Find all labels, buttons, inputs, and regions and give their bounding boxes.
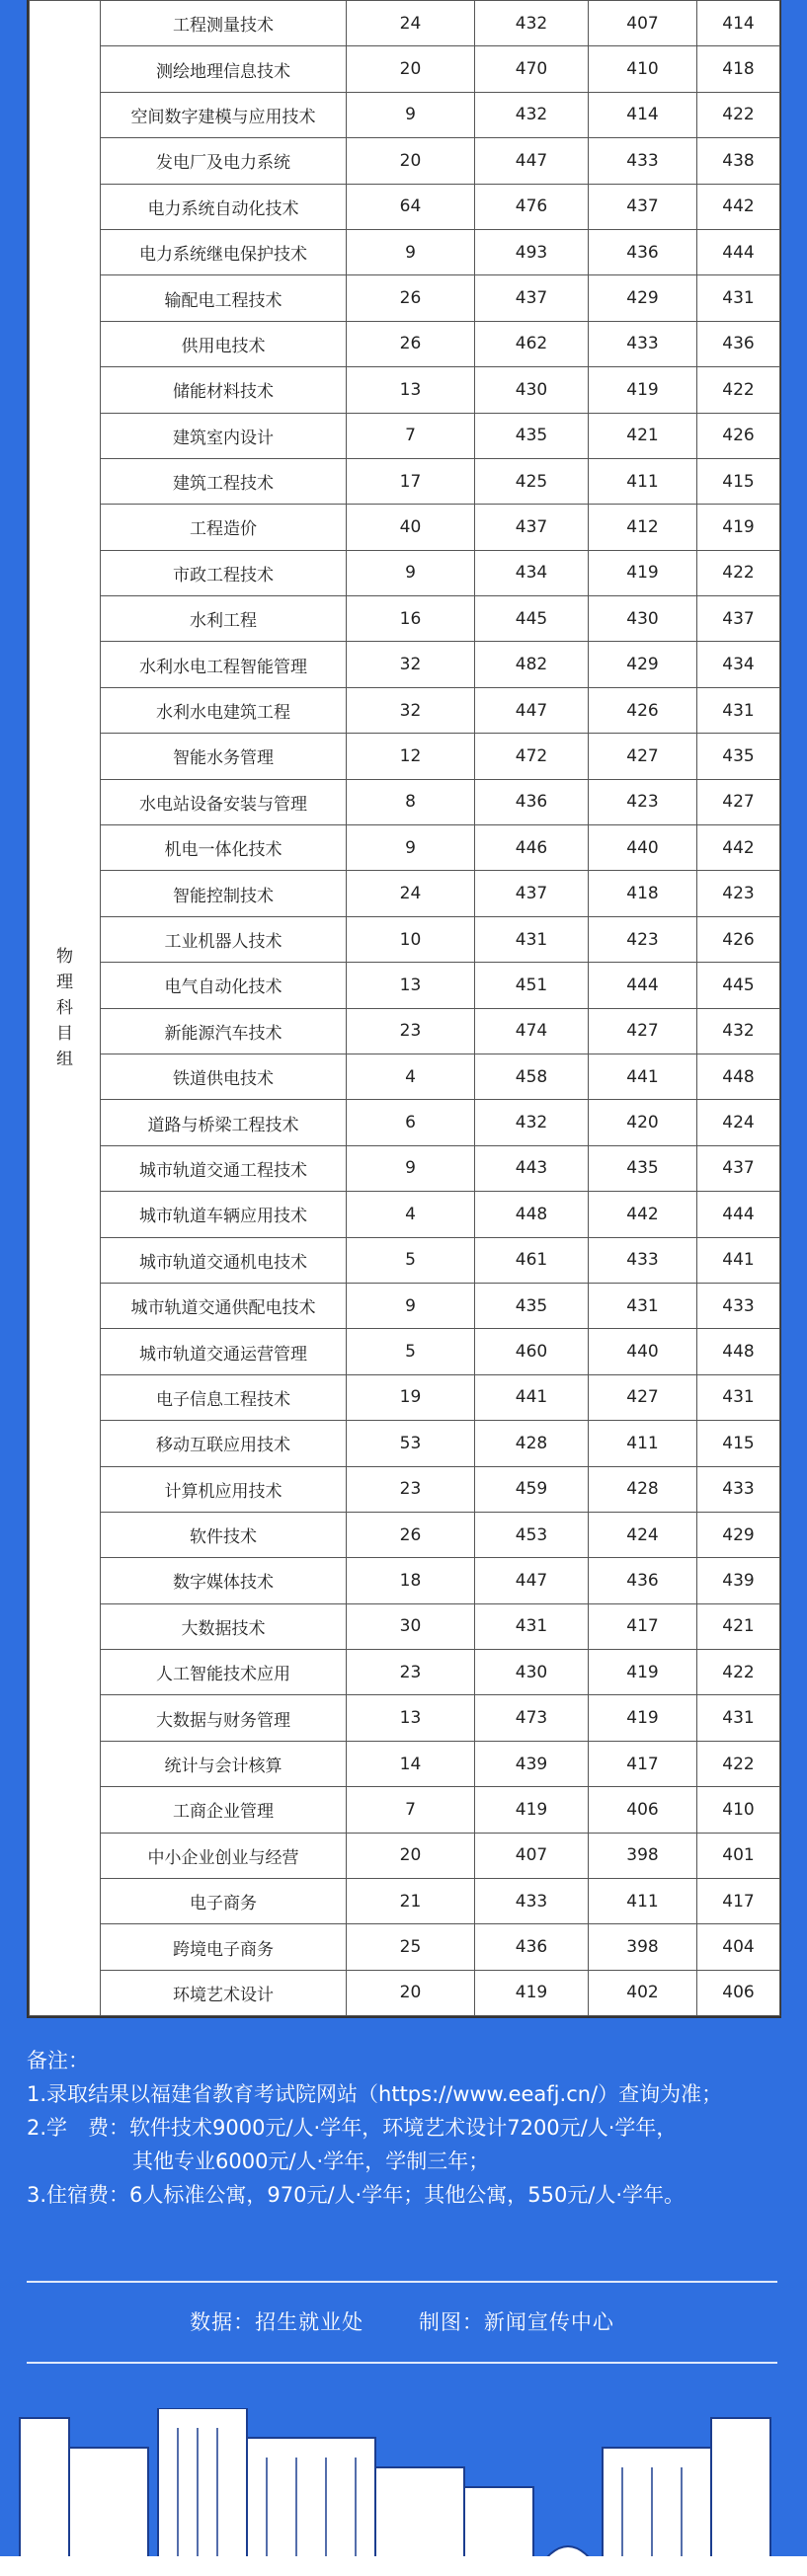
table-row [30, 871, 780, 916]
plan-count-cell: 20 [347, 138, 475, 184]
plan-count-cell: 9 [347, 229, 475, 274]
table-row [30, 1283, 780, 1328]
plan-count-cell: 18 [347, 1558, 475, 1603]
table-row [30, 1237, 780, 1283]
plan-count-cell: 6 [347, 1100, 475, 1145]
min-score-cell: 433 [589, 138, 697, 184]
min-score-cell: 435 [589, 1145, 697, 1191]
min-score-cell: 411 [589, 1879, 697, 1924]
max-score-cell: 436 [475, 779, 589, 824]
divider-bottom [27, 2362, 777, 2364]
major-name-cell: 新能源汽车技术 [101, 1008, 347, 1054]
table-row [30, 550, 780, 595]
notes-heading: 备注： [27, 2049, 89, 2072]
avg-score-cell: 418 [697, 46, 780, 92]
avg-score-cell: 444 [697, 1192, 780, 1237]
table-row [30, 1970, 780, 2015]
plan-count-cell: 13 [347, 1695, 475, 1741]
min-score-cell: 440 [589, 1329, 697, 1374]
plan-count-cell: 16 [347, 596, 475, 642]
avg-score-cell: 442 [697, 184, 780, 229]
plan-count-cell: 20 [347, 1970, 475, 2015]
avg-score-cell: 431 [697, 275, 780, 321]
major-name-cell: 储能材料技术 [101, 367, 347, 413]
major-name-cell: 工程造价 [101, 505, 347, 550]
table-row [30, 1145, 780, 1191]
min-score-cell: 436 [589, 1558, 697, 1603]
min-score-cell: 421 [589, 413, 697, 458]
min-score-cell: 440 [589, 825, 697, 871]
avg-score-cell: 426 [697, 413, 780, 458]
table-row [30, 1054, 780, 1099]
table-row [30, 916, 780, 962]
max-score-cell: 443 [475, 1145, 589, 1191]
max-score-cell: 448 [475, 1192, 589, 1237]
plan-count-cell: 30 [347, 1603, 475, 1649]
major-name-cell: 道路与桥梁工程技术 [101, 1100, 347, 1145]
design-credit: 制图：新闻宣传中心 [418, 2310, 614, 2334]
table-row [30, 687, 780, 733]
major-name-cell: 电子信息工程技术 [101, 1374, 347, 1420]
min-score-cell: 426 [589, 687, 697, 733]
table-row [30, 229, 780, 274]
plan-count-cell: 9 [347, 92, 475, 137]
table-row [30, 1741, 780, 1786]
table-row [30, 1008, 780, 1054]
avg-score-cell: 406 [697, 1970, 780, 2015]
min-score-cell: 406 [589, 1787, 697, 1833]
min-score-cell: 398 [589, 1924, 697, 1970]
avg-score-cell: 445 [697, 963, 780, 1008]
max-score-cell: 425 [475, 458, 589, 504]
avg-score-cell: 423 [697, 871, 780, 916]
plan-count-cell: 20 [347, 1833, 475, 1878]
table-row [30, 1924, 780, 1970]
max-score-cell: 437 [475, 871, 589, 916]
min-score-cell: 433 [589, 321, 697, 366]
max-score-cell: 433 [475, 1879, 589, 1924]
min-score-cell: 427 [589, 1008, 697, 1054]
table-row [30, 1512, 780, 1557]
note-item-2-continued: 其他专业6000元/人·学年，学制三年； [132, 2149, 490, 2173]
major-name-cell: 软件技术 [101, 1512, 347, 1557]
table-row [30, 596, 780, 642]
min-score-cell: 423 [589, 779, 697, 824]
major-name-cell: 电气自动化技术 [101, 963, 347, 1008]
max-score-cell: 482 [475, 642, 589, 687]
avg-score-cell: 422 [697, 550, 780, 595]
plan-count-cell: 17 [347, 458, 475, 504]
major-name-cell: 城市轨道交通机电技术 [101, 1237, 347, 1283]
avg-score-cell: 401 [697, 1833, 780, 1878]
plan-count-cell: 4 [347, 1054, 475, 1099]
major-name-cell: 水利水电建筑工程 [101, 687, 347, 733]
major-name-cell: 空间数字建模与应用技术 [101, 92, 347, 137]
major-name-cell: 铁道供电技术 [101, 1054, 347, 1099]
major-name-cell: 数字媒体技术 [101, 1558, 347, 1603]
major-name-cell: 统计与会计核算 [101, 1741, 347, 1786]
table-row [30, 92, 780, 137]
plan-count-cell: 10 [347, 916, 475, 962]
note-item-1: 1.录取结果以福建省教育考试院网站（https://www.eeafj.cn/）查询为准； [27, 2082, 723, 2106]
plan-count-cell: 9 [347, 550, 475, 595]
table-row [30, 458, 780, 504]
plan-count-cell: 9 [347, 1145, 475, 1191]
min-score-cell: 437 [589, 184, 697, 229]
plan-count-cell: 32 [347, 687, 475, 733]
avg-score-cell: 434 [697, 642, 780, 687]
avg-score-cell: 433 [697, 1466, 780, 1512]
major-name-cell: 城市轨道交通运营管理 [101, 1329, 347, 1374]
avg-score-cell: 442 [697, 825, 780, 871]
admission-table [27, 0, 781, 2018]
table-row [30, 1374, 780, 1420]
max-score-cell: 439 [475, 1741, 589, 1786]
notes-section [27, 2044, 797, 2212]
max-score-cell: 441 [475, 1374, 589, 1420]
min-score-cell: 410 [589, 46, 697, 92]
avg-score-cell: 439 [697, 1558, 780, 1603]
min-score-cell: 436 [589, 229, 697, 274]
max-score-cell: 446 [475, 825, 589, 871]
min-score-cell: 419 [589, 367, 697, 413]
major-name-cell: 中小企业创业与经营 [101, 1833, 347, 1878]
plan-count-cell: 14 [347, 1741, 475, 1786]
min-score-cell: 398 [589, 1833, 697, 1878]
plan-count-cell: 32 [347, 642, 475, 687]
avg-score-cell: 421 [697, 1603, 780, 1649]
table-row [30, 1558, 780, 1603]
min-score-cell: 411 [589, 458, 697, 504]
major-name-cell: 智能水务管理 [101, 734, 347, 779]
avg-score-cell: 417 [697, 1879, 780, 1924]
min-score-cell: 412 [589, 505, 697, 550]
table-row [30, 367, 780, 413]
max-score-cell: 435 [475, 413, 589, 458]
table-row [30, 1833, 780, 1878]
plan-count-cell: 7 [347, 1787, 475, 1833]
max-score-cell: 436 [475, 1924, 589, 1970]
avg-score-cell: 426 [697, 916, 780, 962]
plan-count-cell: 26 [347, 1512, 475, 1557]
note-item-3: 3.住宿费：6人标准公寓，970元/人·学年；其他公寓，550元/人·学年。 [27, 2183, 686, 2207]
max-score-cell: 462 [475, 321, 589, 366]
max-score-cell: 432 [475, 92, 589, 137]
plan-count-cell: 23 [347, 1008, 475, 1054]
major-name-cell: 电力系统自动化技术 [101, 184, 347, 229]
major-name-cell: 机电一体化技术 [101, 825, 347, 871]
min-score-cell: 444 [589, 963, 697, 1008]
avg-score-cell: 448 [697, 1329, 780, 1374]
max-score-cell: 476 [475, 184, 589, 229]
max-score-cell: 431 [475, 916, 589, 962]
major-name-cell: 发电厂及电力系统 [101, 138, 347, 184]
plan-count-cell: 9 [347, 1283, 475, 1328]
table-row [30, 825, 780, 871]
avg-score-cell: 419 [697, 505, 780, 550]
table-row [30, 1192, 780, 1237]
plan-count-cell: 23 [347, 1650, 475, 1695]
table-row [30, 46, 780, 92]
max-score-cell: 407 [475, 1833, 589, 1878]
avg-score-cell: 422 [697, 1650, 780, 1695]
plan-count-cell: 64 [347, 184, 475, 229]
credits-footer [27, 2306, 777, 2336]
max-score-cell: 437 [475, 275, 589, 321]
min-score-cell: 417 [589, 1603, 697, 1649]
plan-count-cell: 5 [347, 1329, 475, 1374]
table-row [30, 734, 780, 779]
major-name-cell: 大数据与财务管理 [101, 1695, 347, 1741]
max-score-cell: 473 [475, 1695, 589, 1741]
major-name-cell: 人工智能技术应用 [101, 1650, 347, 1695]
min-score-cell: 433 [589, 1237, 697, 1283]
plan-count-cell: 26 [347, 275, 475, 321]
min-score-cell: 427 [589, 734, 697, 779]
min-score-cell: 429 [589, 275, 697, 321]
plan-count-cell: 40 [347, 505, 475, 550]
avg-score-cell: 422 [697, 1741, 780, 1786]
table-row [30, 275, 780, 321]
min-score-cell: 417 [589, 1741, 697, 1786]
avg-score-cell: 414 [697, 1, 780, 46]
plan-count-cell: 13 [347, 367, 475, 413]
max-score-cell: 431 [475, 1603, 589, 1649]
avg-score-cell: 427 [697, 779, 780, 824]
plan-count-cell: 8 [347, 779, 475, 824]
max-score-cell: 493 [475, 229, 589, 274]
major-name-cell: 城市轨道车辆应用技术 [101, 1192, 347, 1237]
min-score-cell: 428 [589, 1466, 697, 1512]
min-score-cell: 419 [589, 1695, 697, 1741]
avg-score-cell: 432 [697, 1008, 780, 1054]
min-score-cell: 407 [589, 1, 697, 46]
table-row [30, 963, 780, 1008]
max-score-cell: 430 [475, 1650, 589, 1695]
major-name-cell: 建筑工程技术 [101, 458, 347, 504]
min-score-cell: 418 [589, 871, 697, 916]
plan-count-cell: 25 [347, 1924, 475, 1970]
max-score-cell: 459 [475, 1466, 589, 1512]
table-row [30, 184, 780, 229]
avg-score-cell: 435 [697, 734, 780, 779]
avg-score-cell: 429 [697, 1512, 780, 1557]
data-source-credit: 数据：招生就业处 [190, 2310, 364, 2334]
major-name-cell: 城市轨道交通供配电技术 [101, 1283, 347, 1328]
score-table [29, 0, 780, 2016]
table-row [30, 642, 780, 687]
plan-count-cell: 24 [347, 1, 475, 46]
table-row [30, 1100, 780, 1145]
table-row [30, 1650, 780, 1695]
major-name-cell: 工程测量技术 [101, 1, 347, 46]
min-score-cell: 419 [589, 550, 697, 595]
min-score-cell: 427 [589, 1374, 697, 1420]
subject-group-cell [30, 1, 101, 2016]
major-name-cell: 环境艺术设计 [101, 1970, 347, 2015]
divider-top [27, 2281, 777, 2283]
table-row [30, 1421, 780, 1466]
plan-count-cell: 7 [347, 413, 475, 458]
plan-count-cell: 24 [347, 871, 475, 916]
min-score-cell: 402 [589, 1970, 697, 2015]
min-score-cell: 430 [589, 596, 697, 642]
avg-score-cell: 448 [697, 1054, 780, 1099]
table-row [30, 505, 780, 550]
max-score-cell: 470 [475, 46, 589, 92]
avg-score-cell: 422 [697, 367, 780, 413]
table-row [30, 779, 780, 824]
max-score-cell: 474 [475, 1008, 589, 1054]
major-name-cell: 工商企业管理 [101, 1787, 347, 1833]
table-row [30, 1695, 780, 1741]
max-score-cell: 460 [475, 1329, 589, 1374]
min-score-cell: 429 [589, 642, 697, 687]
avg-score-cell: 424 [697, 1100, 780, 1145]
avg-score-cell: 431 [697, 687, 780, 733]
max-score-cell: 432 [475, 1100, 589, 1145]
plan-count-cell: 13 [347, 963, 475, 1008]
max-score-cell: 419 [475, 1970, 589, 2015]
max-score-cell: 430 [475, 367, 589, 413]
min-score-cell: 411 [589, 1421, 697, 1466]
table-row [30, 321, 780, 366]
avg-score-cell: 422 [697, 92, 780, 137]
min-score-cell: 419 [589, 1650, 697, 1695]
table-row [30, 1879, 780, 1924]
avg-score-cell: 404 [697, 1924, 780, 1970]
avg-score-cell: 436 [697, 321, 780, 366]
note-item-2: 2.学 费：软件技术9000元/人·学年，环境艺术设计7200元/人·学年， [27, 2116, 678, 2140]
min-score-cell: 423 [589, 916, 697, 962]
avg-score-cell: 415 [697, 458, 780, 504]
table-row [30, 138, 780, 184]
avg-score-cell: 444 [697, 229, 780, 274]
plan-count-cell: 20 [347, 46, 475, 92]
table-row [30, 1603, 780, 1649]
min-score-cell: 431 [589, 1283, 697, 1328]
campus-buildings-illustration [0, 2408, 807, 2576]
plan-count-cell: 26 [347, 321, 475, 366]
plan-count-cell: 4 [347, 1192, 475, 1237]
major-name-cell: 市政工程技术 [101, 550, 347, 595]
major-name-cell: 测绘地理信息技术 [101, 46, 347, 92]
subject-group-label: 物理科目组 [56, 947, 73, 1070]
max-score-cell: 432 [475, 1, 589, 46]
major-name-cell: 跨境电子商务 [101, 1924, 347, 1970]
max-score-cell: 472 [475, 734, 589, 779]
major-name-cell: 水利水电工程智能管理 [101, 642, 347, 687]
major-name-cell: 建筑室内设计 [101, 413, 347, 458]
max-score-cell: 435 [475, 1283, 589, 1328]
max-score-cell: 437 [475, 505, 589, 550]
min-score-cell: 414 [589, 92, 697, 137]
major-name-cell: 智能控制技术 [101, 871, 347, 916]
major-name-cell: 输配电工程技术 [101, 275, 347, 321]
min-score-cell: 441 [589, 1054, 697, 1099]
max-score-cell: 447 [475, 1558, 589, 1603]
max-score-cell: 445 [475, 596, 589, 642]
plan-count-cell: 53 [347, 1421, 475, 1466]
max-score-cell: 447 [475, 687, 589, 733]
min-score-cell: 420 [589, 1100, 697, 1145]
table-row [30, 1329, 780, 1374]
min-score-cell: 442 [589, 1192, 697, 1237]
avg-score-cell: 431 [697, 1695, 780, 1741]
table-row [30, 413, 780, 458]
max-score-cell: 447 [475, 138, 589, 184]
avg-score-cell: 433 [697, 1283, 780, 1328]
max-score-cell: 451 [475, 963, 589, 1008]
major-name-cell: 城市轨道交通工程技术 [101, 1145, 347, 1191]
avg-score-cell: 437 [697, 596, 780, 642]
max-score-cell: 453 [475, 1512, 589, 1557]
max-score-cell: 419 [475, 1787, 589, 1833]
table-row [30, 1466, 780, 1512]
plan-count-cell: 19 [347, 1374, 475, 1420]
major-name-cell: 电力系统继电保护技术 [101, 229, 347, 274]
avg-score-cell: 431 [697, 1374, 780, 1420]
avg-score-cell: 438 [697, 138, 780, 184]
major-name-cell: 移动互联应用技术 [101, 1421, 347, 1466]
avg-score-cell: 415 [697, 1421, 780, 1466]
avg-score-cell: 441 [697, 1237, 780, 1283]
major-name-cell: 电子商务 [101, 1879, 347, 1924]
max-score-cell: 461 [475, 1237, 589, 1283]
min-score-cell: 424 [589, 1512, 697, 1557]
major-name-cell: 水利工程 [101, 596, 347, 642]
plan-count-cell: 23 [347, 1466, 475, 1512]
table-row [30, 1, 780, 46]
max-score-cell: 458 [475, 1054, 589, 1099]
major-name-cell: 工业机器人技术 [101, 916, 347, 962]
plan-count-cell: 5 [347, 1237, 475, 1283]
max-score-cell: 428 [475, 1421, 589, 1466]
major-name-cell: 水电站设备安装与管理 [101, 779, 347, 824]
avg-score-cell: 410 [697, 1787, 780, 1833]
plan-count-cell: 21 [347, 1879, 475, 1924]
max-score-cell: 434 [475, 550, 589, 595]
major-name-cell: 大数据技术 [101, 1603, 347, 1649]
avg-score-cell: 437 [697, 1145, 780, 1191]
plan-count-cell: 9 [347, 825, 475, 871]
major-name-cell: 计算机应用技术 [101, 1466, 347, 1512]
major-name-cell: 供用电技术 [101, 321, 347, 366]
table-row [30, 1787, 780, 1833]
plan-count-cell: 12 [347, 734, 475, 779]
